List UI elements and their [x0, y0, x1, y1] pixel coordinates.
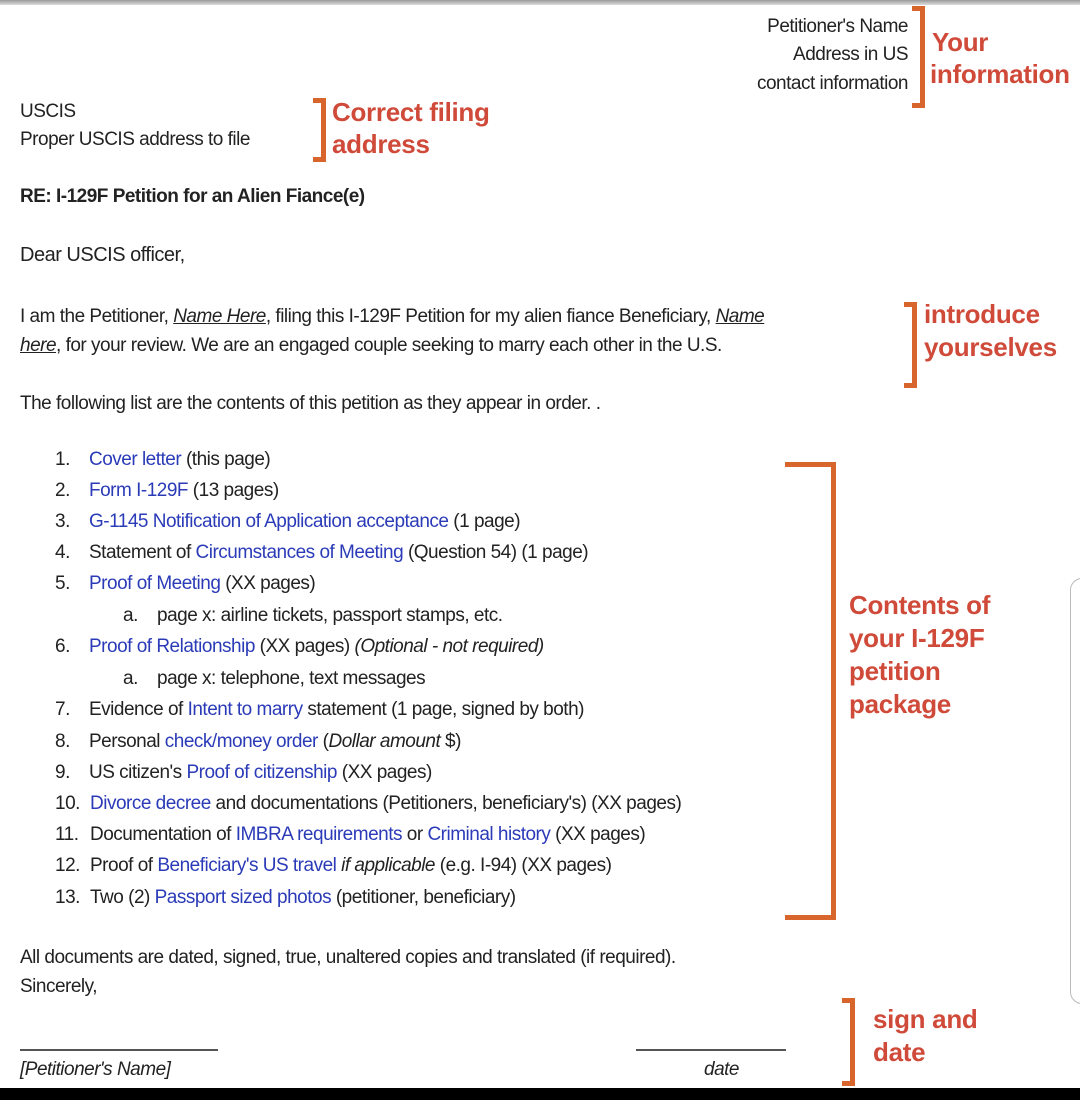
overlay-card-edge	[1070, 578, 1080, 1004]
link-text[interactable]: IMBRA requirements	[235, 824, 402, 845]
list-number: 7.	[55, 699, 70, 720]
text-segment: Two (2)	[90, 887, 155, 908]
petitioner-name-signature: [Petitioner's Name]	[20, 1059, 171, 1080]
list-item-text	[89, 731, 461, 753]
date-label: date	[704, 1059, 739, 1080]
text-segment: (e.g. I-94) (XX pages)	[434, 855, 612, 876]
intro-line-2	[20, 335, 722, 357]
bracket-introduce	[904, 302, 917, 388]
uscis-line: USCIS	[20, 101, 76, 122]
link-text[interactable]: Passport sized photos	[154, 887, 332, 908]
list-number: 11.	[55, 824, 79, 845]
link-text[interactable]: Proof of citizenship	[186, 762, 337, 783]
text-segment: $)	[440, 731, 461, 752]
bottom-bar	[0, 1088, 1080, 1100]
annotation-address: address	[332, 129, 430, 159]
list-item-text	[90, 855, 611, 877]
link-text[interactable]: G-1145 Notification of Application acceptance	[89, 511, 449, 532]
text-segment: Proof of	[90, 855, 158, 876]
link-text[interactable]: Circumstances of Meeting	[195, 542, 404, 563]
list-item-text	[157, 605, 503, 627]
annotation-your: Your	[932, 27, 989, 57]
bracket-contents	[785, 462, 836, 920]
list-number: 10.	[55, 793, 80, 814]
annotation-contents-of: Contents of	[849, 590, 991, 620]
annotation-package: package	[849, 689, 951, 719]
link-text[interactable]: Beneficiary's US travel	[157, 855, 337, 876]
text-segment: (13 pages)	[188, 480, 279, 501]
placeholder-name: here	[20, 335, 57, 356]
annotation-correct-filing: Correct filing	[332, 97, 490, 127]
list-item-text	[90, 824, 645, 846]
list-number: 1.	[55, 449, 70, 470]
list-item-text	[89, 542, 588, 564]
placeholder-name: Name Here	[173, 306, 266, 327]
list-number: 8.	[55, 731, 70, 752]
list-item-text	[89, 762, 432, 784]
petitioner-contact-line: contact information	[756, 73, 908, 94]
list-item-text	[89, 511, 520, 533]
text-segment: (this page)	[181, 449, 271, 470]
list-item-text	[90, 887, 516, 909]
text-segment: (1 page)	[448, 511, 521, 532]
uscis-address-line: Proper USCIS address to file	[20, 129, 250, 150]
text-segment: page x: telephone, text messages	[157, 668, 426, 689]
re-line: RE: I-129F Petition for an Alien Fiance(e)	[20, 186, 365, 207]
date-line	[636, 1049, 786, 1051]
annotation-your-i129f: your I-129F	[849, 623, 985, 653]
signature-line	[20, 1049, 218, 1051]
list-item-text	[157, 668, 425, 690]
annotation-petition: petition	[849, 656, 941, 686]
text-segment: (XX pages)	[550, 824, 646, 845]
list-number: 6.	[55, 636, 70, 657]
annotation-introduce: introduce	[924, 299, 1040, 329]
annotation-sign-and: sign and	[873, 1004, 978, 1034]
link-text[interactable]: Criminal history	[427, 824, 551, 845]
salutation: Dear USCIS officer,	[20, 244, 185, 266]
link-text[interactable]: Cover letter	[89, 449, 182, 470]
text-segment: Statement of	[89, 542, 196, 563]
list-item-text	[89, 480, 279, 502]
link-text[interactable]: check/money order	[164, 731, 318, 752]
text-segment: (Question 54) (1 page)	[403, 542, 589, 563]
link-text[interactable]: Proof of Meeting	[89, 573, 221, 594]
text-segment: Evidence of	[89, 699, 188, 720]
text-segment: if applicable	[341, 855, 435, 876]
petitioner-address-line: Address in US	[793, 44, 908, 65]
list-number: 13.	[55, 887, 80, 908]
placeholder-name: Name	[715, 306, 765, 327]
link-text[interactable]: Intent to marry	[187, 699, 303, 720]
list-number: 12.	[55, 855, 80, 876]
link-text[interactable]: Divorce decree	[90, 793, 211, 814]
list-number: 9.	[55, 762, 70, 783]
text-segment: page x: airline tickets, passport stamps, etc.	[157, 605, 503, 626]
intro-line-1	[20, 306, 764, 328]
list-item-text	[89, 573, 315, 595]
list-item-text	[90, 793, 681, 815]
list-item-text	[89, 449, 270, 471]
text-segment: I am the Petitioner,	[20, 306, 174, 327]
list-number: 2.	[55, 480, 70, 501]
text-segment: , filing this I-129F Petition for my alien fiance Beneficiary,	[265, 306, 716, 327]
text-segment: statement (1 page, signed by both)	[302, 699, 584, 720]
list-intro: The following list are the contents of this petition as they appear in order. .	[20, 393, 601, 414]
text-segment: (	[317, 731, 329, 752]
link-text[interactable]: Form I-129F	[89, 480, 189, 501]
text-segment: Personal	[89, 731, 165, 752]
list-item-text	[89, 636, 544, 658]
list-number: a.	[123, 605, 138, 626]
list-number: 5.	[55, 573, 70, 594]
top-edge	[0, 0, 1080, 5]
list-number: 3.	[55, 511, 70, 532]
bracket-your-info	[912, 6, 925, 108]
text-segment: , for your review. We are an engaged couple seeking to marry each other in the U.S.	[56, 335, 722, 356]
list-number: a.	[123, 668, 138, 689]
text-segment: (XX pages)	[220, 573, 316, 594]
bracket-sign	[842, 998, 855, 1086]
annotation-information: information	[930, 59, 1070, 89]
text-segment: or	[402, 824, 428, 845]
closing-statement: All documents are dated, signed, true, unaltered copies and translated (if required).	[20, 947, 676, 968]
text-segment: (XX pages)	[254, 636, 355, 657]
text-segment: Dollar amount	[328, 731, 441, 752]
text-segment: (XX pages)	[336, 762, 432, 783]
sincerely: Sincerely,	[20, 976, 98, 997]
text-segment: US citizen's	[89, 762, 187, 783]
list-item-text	[89, 699, 584, 721]
bracket-filing	[313, 98, 326, 162]
annotation-yourselves: yourselves	[924, 332, 1057, 362]
text-segment: (Optional - not required)	[354, 636, 544, 657]
text-segment: Documentation of	[90, 824, 236, 845]
annotation-date: date	[873, 1037, 926, 1067]
link-text[interactable]: Proof of Relationship	[89, 636, 255, 657]
text-segment: (petitioner, beneficiary)	[331, 887, 516, 908]
text-segment: and documentations (Petitioners, beneficiary's) (XX pages)	[210, 793, 682, 814]
petitioner-name-line: Petitioner's Name	[767, 16, 908, 37]
list-number: 4.	[55, 542, 70, 563]
